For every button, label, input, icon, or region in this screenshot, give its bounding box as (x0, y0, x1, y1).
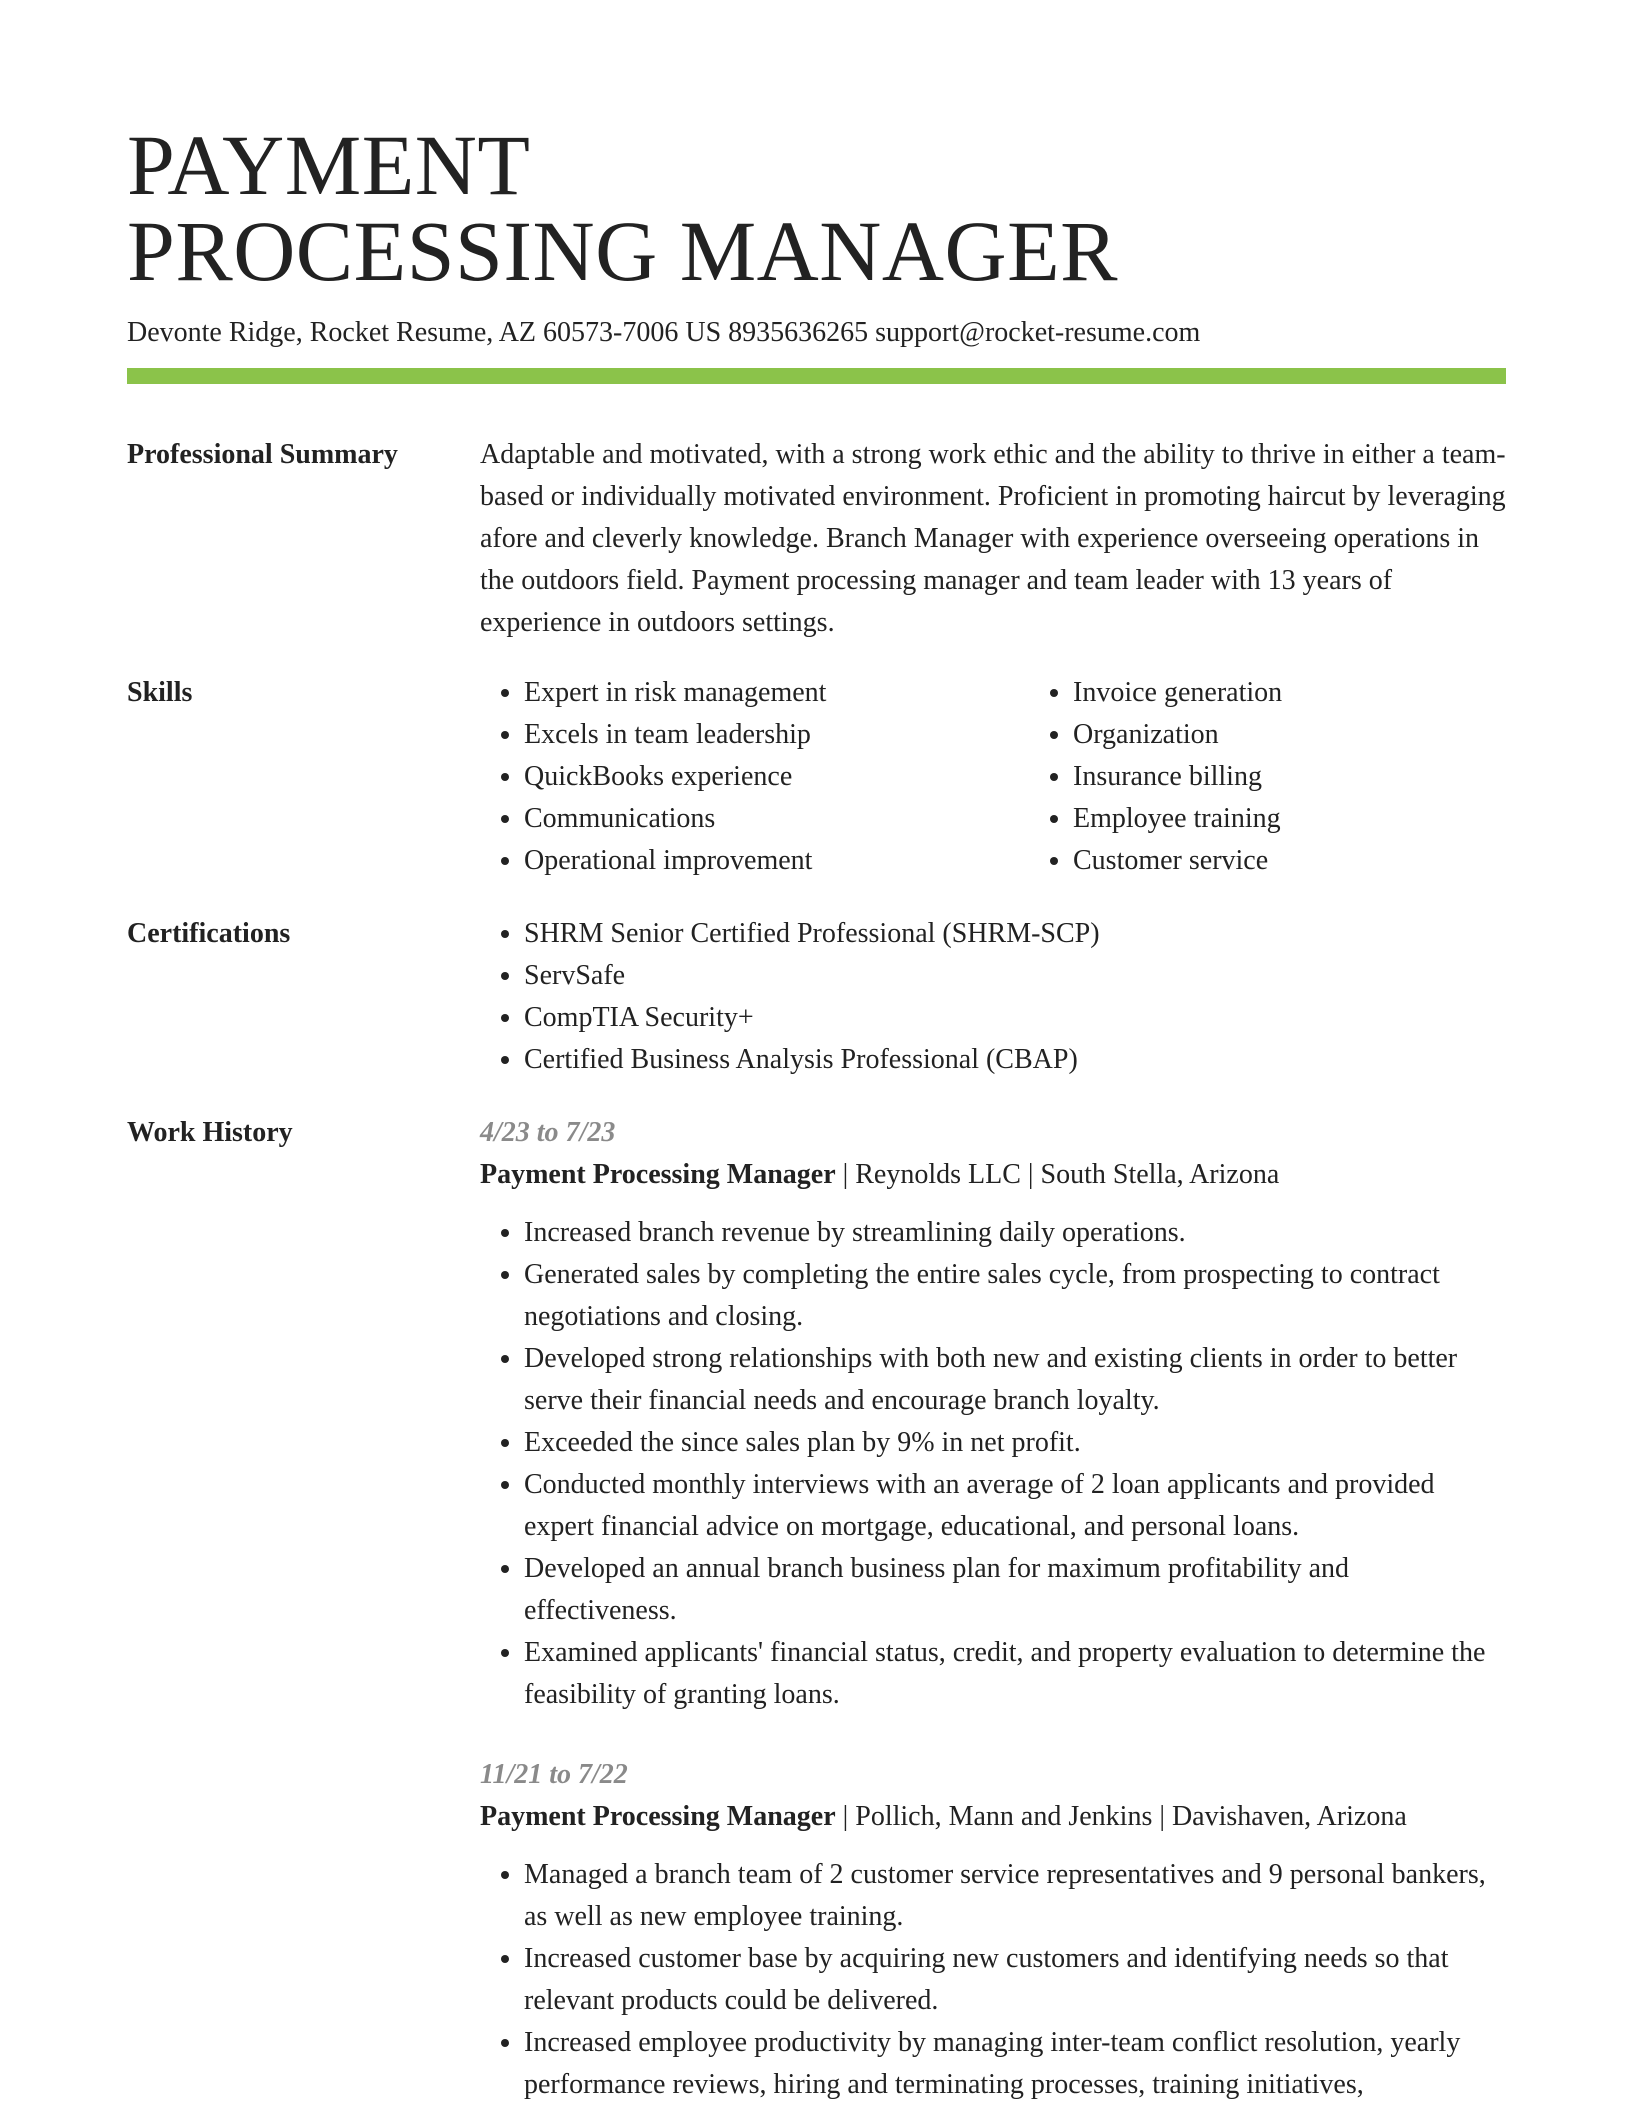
skill-item: • Communications (524, 798, 1029, 840)
work-history-body (480, 1112, 1506, 2112)
summary-label: Professional Summary (127, 439, 398, 470)
skill-item: • Excels in team leadership (524, 714, 1029, 756)
skill-item: • Invoice generation (1073, 672, 1578, 714)
job-dates: 11/21 to 7/22 (480, 1759, 628, 1790)
job-bullet: • Exceeded the since sales plan by 9% in net profit. (524, 1422, 1506, 1464)
skills-body (480, 672, 1578, 882)
job-bullet: • Developed an annual branch business plan for maximum profitability and effectiveness. (524, 1548, 1506, 1632)
job-bullet: • Developed strong relationships with both new and existing clients in order to better serve their financial needs and encourage branch loyalty. (524, 1338, 1506, 1422)
job-bullet: • Examined applicants' financial status, credit, and property evaluation to determine the feasibility of granting loans. (524, 1632, 1506, 1716)
job-bullets (480, 1212, 1506, 1716)
resume-title (127, 117, 1506, 299)
job-details: | Reynolds LLC | South Stella, Arizona (835, 1159, 1280, 1190)
certifications-list (480, 913, 1506, 1081)
skills-section (127, 672, 1506, 882)
work-history-section (127, 1112, 1506, 2112)
skill-item: • Employee training (1073, 798, 1578, 840)
job-bullet: • Increased customer base by acquiring new customers and identifying needs so that relevant products could be delivered. (524, 1938, 1506, 2022)
certifications-body (480, 913, 1506, 1081)
title-line-1: PAYMENT (127, 117, 531, 213)
job-entry (480, 1754, 1506, 2106)
job-bullet: • Conducted monthly interviews with an average of 2 loan applicants and provided expert financial advice on mortgage, educational, and personal loans. (524, 1464, 1506, 1548)
certifications-section (127, 913, 1506, 1081)
job-bullet: • Increased branch revenue by streamlining daily operations. (524, 1212, 1506, 1254)
certification-item: • SHRM Senior Certified Professional (SHRM-SCP) (524, 913, 1506, 955)
job-header (480, 1154, 1506, 1196)
accent-divider (127, 368, 1506, 384)
title-line-2: PROCESSING MANAGER (127, 203, 1118, 299)
job-bullet: • Generated sales by completing the entire sales cycle, from prospecting to contract negotiations and closing. (524, 1254, 1506, 1338)
summary-text: Adaptable and motivated, with a strong work ethic and the ability to thrive in either a team-based or individually motivated environment. Proficient in promoting haircut by leveraging afore and cleverly knowledge. Branch Manager with experience overseeing operations in the outdoors field. Payment processing manager and team leader with 13 years of experience in outdoors settings. (480, 439, 1506, 638)
job-bullet: • Managed a branch team of 2 customer service representatives and 9 personal bankers, as well as new employee training. (524, 1854, 1506, 1938)
job-bullets (480, 1854, 1506, 2106)
skill-item: • Customer service (1073, 840, 1578, 882)
certifications-label: Certifications (127, 918, 291, 949)
certification-item: • ServSafe (524, 955, 1506, 997)
work-history-label: Work History (127, 1117, 293, 1148)
job-entry (480, 1112, 1506, 1716)
skill-item: • QuickBooks experience (524, 756, 1029, 798)
skills-list-col2 (1029, 672, 1578, 882)
certification-item: • Certified Business Analysis Professional (CBAP) (524, 1039, 1506, 1081)
job-bullet: • Increased employee productivity by managing inter-team conflict resolution, yearly performance reviews, hiring and terminating processes, training initiatives, (524, 2022, 1506, 2106)
summary-section (127, 434, 1506, 644)
skill-item: • Insurance billing (1073, 756, 1578, 798)
contact-info: Devonte Ridge, Rocket Resume, AZ 60573-7006 US 8935636265 support@rocket-resume.com (127, 317, 1201, 348)
skill-item: • Expert in risk management (524, 672, 1029, 714)
job-title: Payment Processing Manager (480, 1801, 836, 1832)
job-header (480, 1796, 1506, 1838)
skills-label: Skills (127, 677, 193, 708)
job-title: Payment Processing Manager (480, 1159, 836, 1190)
skill-item: • Organization (1073, 714, 1578, 756)
skills-list-col1 (480, 672, 1029, 882)
summary-body (480, 434, 1506, 644)
job-details: | Pollich, Mann and Jenkins | Davishaven, Arizona (835, 1801, 1407, 1832)
certification-item: • CompTIA Security+ (524, 997, 1506, 1039)
job-dates: 4/23 to 7/23 (480, 1117, 616, 1148)
skill-item: • Operational improvement (524, 840, 1029, 882)
